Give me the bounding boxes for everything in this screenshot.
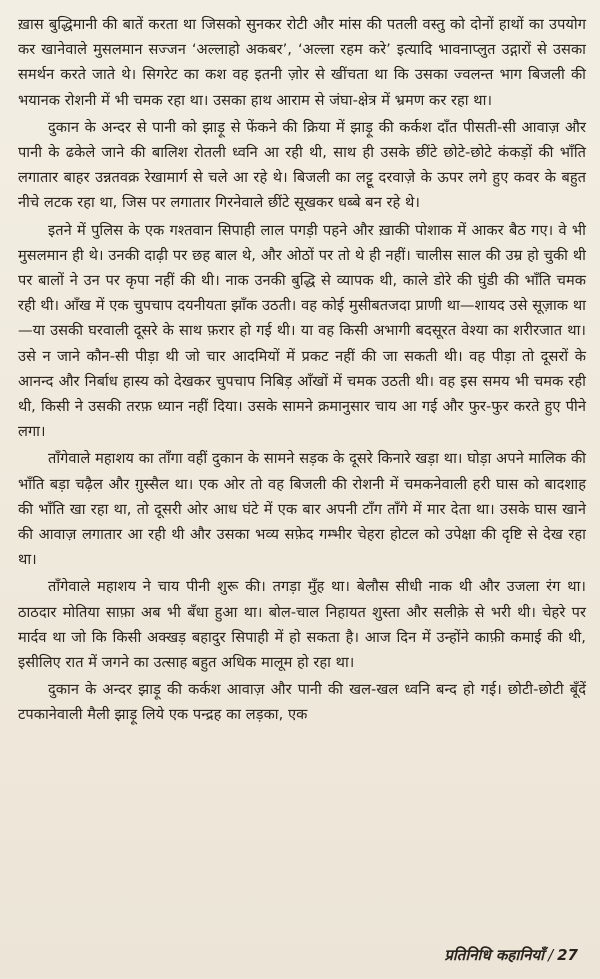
paragraph-4: ताँगेवाले महाशय का ताँगा वहीं दुकान के सामने सड़क के दूसरे किनारे खड़ा था। घोड़ा अपने मालिक की भाँति बड़ा चढ़ैल और ग़ुस्सैल था। एक ओर तो वह बिजली की रोशनी में चमकनेवाली हरी घास को बादशाह की भाँति खा रहा था, तो दूसरी ओर आध घंटे में एक बार अपनी टाँग ताँगे में मार देता था। उसके घास खाने की आवाज़ लगातार आ रही थी और उसका भव्य सफ़ेद गम्भीर चेहरा होटल को उपेक्षा की दृष्टि से देख रहा था। — [18, 450, 586, 569]
footer-separator: / — [548, 946, 554, 964]
paragraph-1: ख़ास बुद्धिमानी की बातें करता था जिसको सुनकर रोटी और मांस की पतली वस्तु को दोनों हाथों का उपयोग कर खानेवाले मुसलमान सज्जन ‘अल्लाहो अकबर’, ‘अल्ला रहम करे’ इत्यादि भावनाप्लुत उद्गारों से उसका समर्थन करते जाते थे। सिगरेट का कश वह इतनी ज़ोर से खींचता था कि उसका ज्वलन्त भाग बिजली की भयानक रोशनी में भी चमक रहा था। उसका हाथ आराम से जंघा-क्षेत्र में भ्रमण कर रहा था। — [18, 16, 586, 109]
paragraph-3: इतने में पुलिस के एक गश्तवान सिपाही लाल पगड़ी पहने और ख़ाकी पोशाक में आकर बैठ गए। वे भी मुसलमान ही थे। उनकी दाढ़ी पर छह बाल थे, और ओठों पर तो थे ही नहीं। चालीस साल की उम्र हो चुकी थी पर बालों ने उन पर कृपा नहीं की थी। नाक उनकी बुद्धि से व्यापक थी, काले डोरे की घुंडी की भाँति चमक रही थी। आँख में एक चुपचाप दयनीयता झाँक उठती। वह कोई मुसीबतजदा प्राणी था—शायद उसे सूज़ाक था—या उसकी घरवाली दूसरे के साथ फ़रार हो गई थी। या वह किसी अभागी बदसूरत वेश्या का शरीरजात था। उसे न जाने कौन-सी पीड़ा थी जो चार आदमियों में प्रकट नहीं की जा सकती थी। वह पीड़ा तो दूसरों के आनन्द और निर्बाध हास्य को देखकर चुपचाप निबिड़ आँखों में चमक उठती थी। वह इस समय भी चमक रही थी, किसी ने उसकी तरफ़ ध्यान नहीं दिया। उसके सामने क्रमानुसार चाय आ गई और फुर-फुर करते हुए पीने लगा। — [18, 221, 587, 441]
paragraph-5: ताँगेवाले महाशय ने चाय पीनी शुरू की। तगड़ा मुँह था। बेलौस सीधी नाक थी और उजला रंग था। ठाठदार मोतिया साफ़ा अब भी बँधा हुआ था। बोल-चाल निहायत शुस्ता और सलीक़े से भरी थी। चेहरे पर मार्दव था जो कि किसी अक्खड़ बहादुर सिपाही में हो सकता है। आज दिन में उन्होंने काफ़ी कमाई की थी, इसीलिए रात में जगने का उत्साह बहुत अधिक मालूम हो रहा था। — [18, 578, 586, 672]
page-number: 27 — [557, 946, 578, 964]
book-title: प्रतिनिधि कहानियाँ — [444, 946, 545, 964]
paragraph-6: दुकान के अन्दर झाड़ू की कर्कश आवाज़ और पानी की खल-खल ध्वनि बन्द हो गई। छोटी-छोटी बूँदें टपकानेवाली मैली झाड़ू लिये एक पन्द्रह का लड़का, एक — [18, 681, 586, 724]
page-footer — [444, 945, 578, 965]
paragraph-2: दुकान के अन्दर से पानी को झाड़ू से फेंकने की क्रिया में झाड़ू की कर्कश दाँत पीसती-सी आवाज़ और पानी के ढकेले जाने की बालिश रोतली ध्वनि आ रही थी, साथ ही उसके छींटे छोटे-छोटे कंकड़ों की भाँति लगातार बाहर उन्नतवक्र रेखामार्ग से चले आ रहे थे। बिजली का लट्टू दरवाज़े के ऊपर लगे हुए कवर के बहुत नीचे लटक रहा था, जिस पर लगातार गिरनेवाले छींटे सूखकर धब्बे बन रहे थे। — [18, 118, 586, 212]
